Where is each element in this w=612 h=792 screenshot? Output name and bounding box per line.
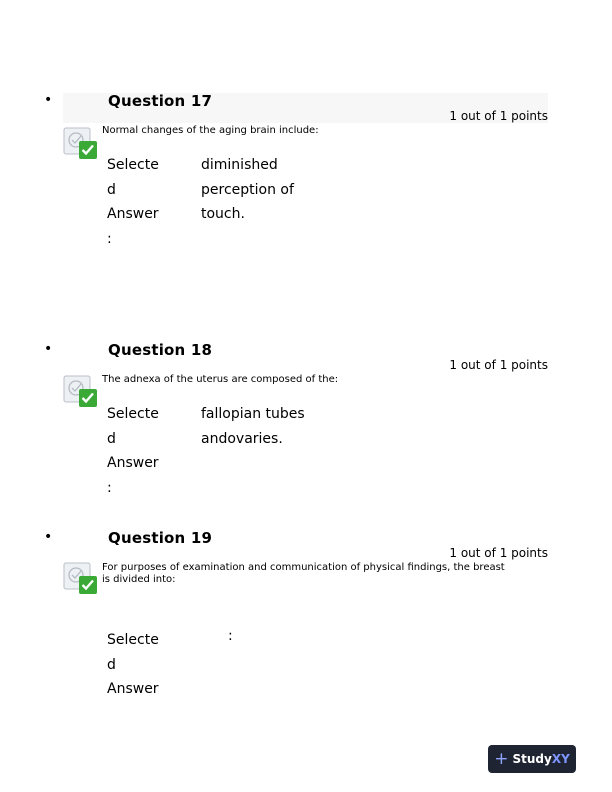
question-points: 1 out of 1 points [449,109,548,123]
studyxy-logo [488,745,576,773]
list-bullet: • [44,529,53,545]
plus-icon: + [494,748,509,769]
brand-name-suffix: XY [551,752,570,766]
selected-answer-label: Selecte d Answer : [107,157,159,247]
correct-check-icon [63,127,99,161]
question-title: Question 19 [108,529,213,547]
question-points: 1 out of 1 points [449,358,548,372]
question-points: 1 out of 1 points [449,546,548,560]
selected-answer-label: Selecte d Answer [107,632,159,697]
selected-answer-value: diminished perception of touch. [201,157,294,222]
list-bullet: • [44,92,53,108]
question-title: Question 18 [108,341,213,359]
correct-check-icon [63,375,99,409]
question-text: Normal changes of the aging brain include: [102,125,319,136]
brand-name-prefix: Study [512,752,552,766]
correct-check-icon [63,562,99,596]
answer-colon: : [228,628,233,644]
selected-answer-value: fallopian tubes andovaries. [201,406,305,447]
question-text: For purposes of examination and communication of physical findings, the breast is divided into: [102,562,505,585]
selected-answer-label: Selecte d Answer : [107,406,159,496]
question-title: Question 17 [108,92,213,110]
question-text: The adnexa of the uterus are composed of the: [102,374,339,385]
list-bullet: • [44,341,53,357]
